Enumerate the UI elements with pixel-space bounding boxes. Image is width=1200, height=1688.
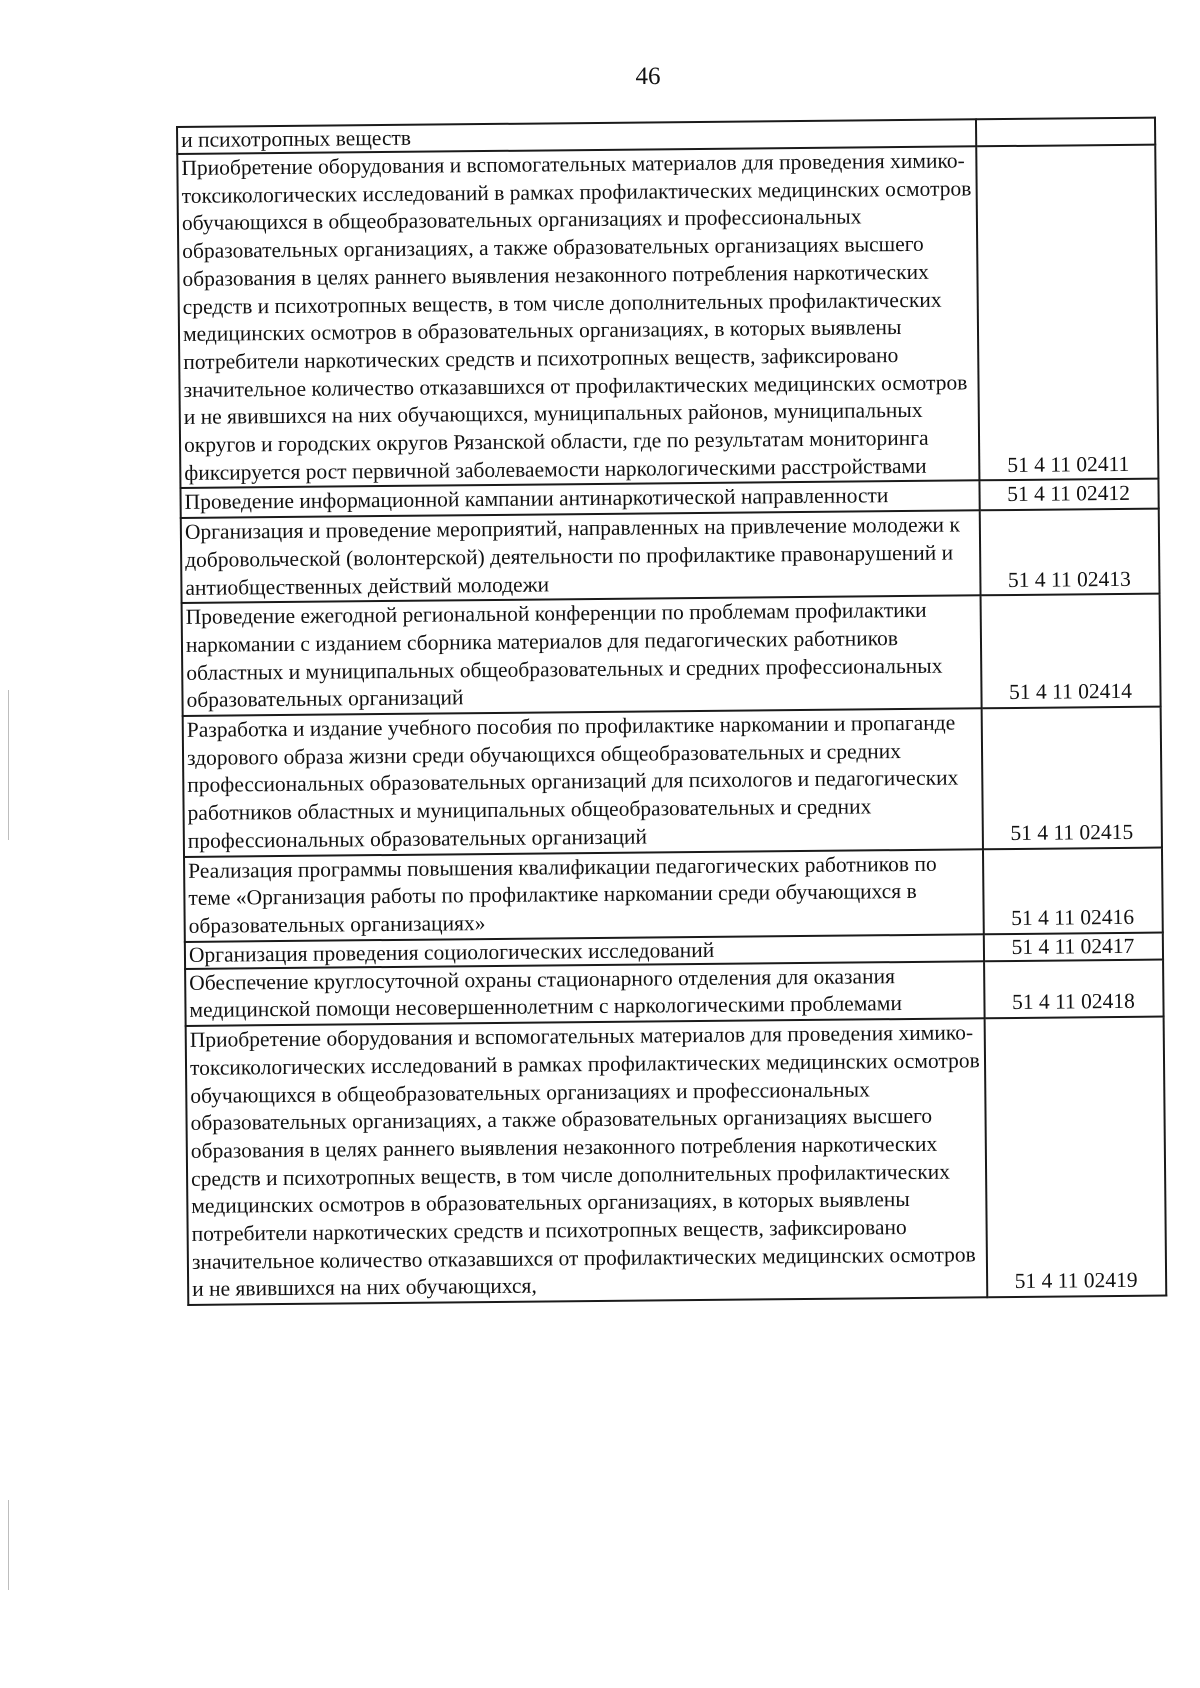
budget-code-table: [176, 117, 1167, 1306]
table-row: [186, 1017, 1167, 1305]
table-row: [182, 594, 1161, 716]
row-code: 51 4 11 02411: [976, 145, 1158, 481]
row-description: Организация проведения социологических исследований: [185, 934, 984, 969]
page-number: 46: [635, 63, 661, 90]
table-row: [183, 707, 1162, 857]
row-code: 51 4 11 02419: [985, 1017, 1167, 1298]
table-row: [181, 509, 1160, 603]
row-description: Организация и проведение мероприятий, направленных на привлечение молодежи к добровольческой (волонтерской) деятельности по профилактике правонарушений и антиобщественных действий молодежи: [181, 510, 981, 603]
row-description: Разработка и издание учебного пособия по профилактике наркомании и пропаганде здорового образа жизни среди обучающихся общеобразовательных и средних профессиональных образовательных организаций для психологов и педагогических работников областных и муниципальных общеобразовательных и средних профессиональных образовательных организаций: [183, 708, 983, 856]
table-row: [184, 847, 1163, 941]
row-code: 51 4 11 02413: [980, 509, 1160, 596]
row-description: Проведение информационной кампании антинаркотической направленности: [180, 481, 979, 518]
table-row: [177, 145, 1158, 489]
scan-edge-mark: [8, 690, 9, 840]
row-description: Приобретение оборудования и вспомогательных материалов для проведения химико-токсикологических исследований в рамках профилактических медицинских осмотров обучающихся в общеобразовательных организациях и профессиональных образовательных организациях, а также образовательных организациях высшего образования в целях раннего выявления незаконного потребления наркотических средств и психотропных веществ, в том числе дополнительных профилактических медицинских осмотров в образовательных организациях, в которых выявлены потребители наркотических средств и психотропных веществ, зафиксировано значительное количество отказавшихся от профилактических медицинских осмотров и не явившихся на них обучающихся,: [186, 1018, 988, 1305]
row-code: 51 4 11 02417: [984, 932, 1163, 961]
row-description: и психотропных веществ: [177, 119, 976, 154]
row-code: 51 4 11 02412: [979, 479, 1158, 510]
table-row: [185, 959, 1164, 1026]
row-code: 51 4 11 02414: [981, 594, 1161, 709]
row-code: 51 4 11 02418: [984, 959, 1164, 1018]
row-description: Обеспечение круглосуточной охраны стационарного отделения для оказания медицинской помощи несовершеннолетним с наркологическими проблемами: [185, 961, 985, 1026]
row-description: Приобретение оборудования и вспомогательных материалов для проведения химико-токсикологических исследований в рамках профилактических медицинских осмотров обучающихся в общеобразовательных организациях и профессиональных образовательных организациях, а также образовательных организациях высшего образования в целях раннего выявления незаконного потребления наркотических средств и психотропных веществ, в том числе дополнительных профилактических медицинских осмотров в образовательных организациях, в которых выявлены потребители наркотических средств и психотропных веществ, зафиксировано значительное количество отказавшихся от профилактических медицинских осмотров и не явившихся на них обучающихся, муниципальных районов, муниципальных округов и городских округов Рязанской области, где по результатам мониторинга фиксируется рост первичной заболеваемости наркологическими расстройствами: [177, 146, 979, 488]
row-code: 51 4 11 02415: [982, 707, 1162, 849]
row-description: Проведение ежегодной региональной конференции по проблемам профилактики наркомании с изданием сборника материалов для педагогических работников областных и муниципальных общеобразовательных и средних профессиональных образовательных организаций: [182, 596, 982, 716]
scan-edge-mark: [8, 1500, 9, 1590]
row-code: [976, 118, 1155, 147]
row-description: Реализация программы повышения квалификации педагогических работников по теме «Организация работы по профилактике наркомании среди обучающихся в образовательных организациях»: [184, 849, 984, 942]
row-code: 51 4 11 02416: [983, 847, 1163, 934]
